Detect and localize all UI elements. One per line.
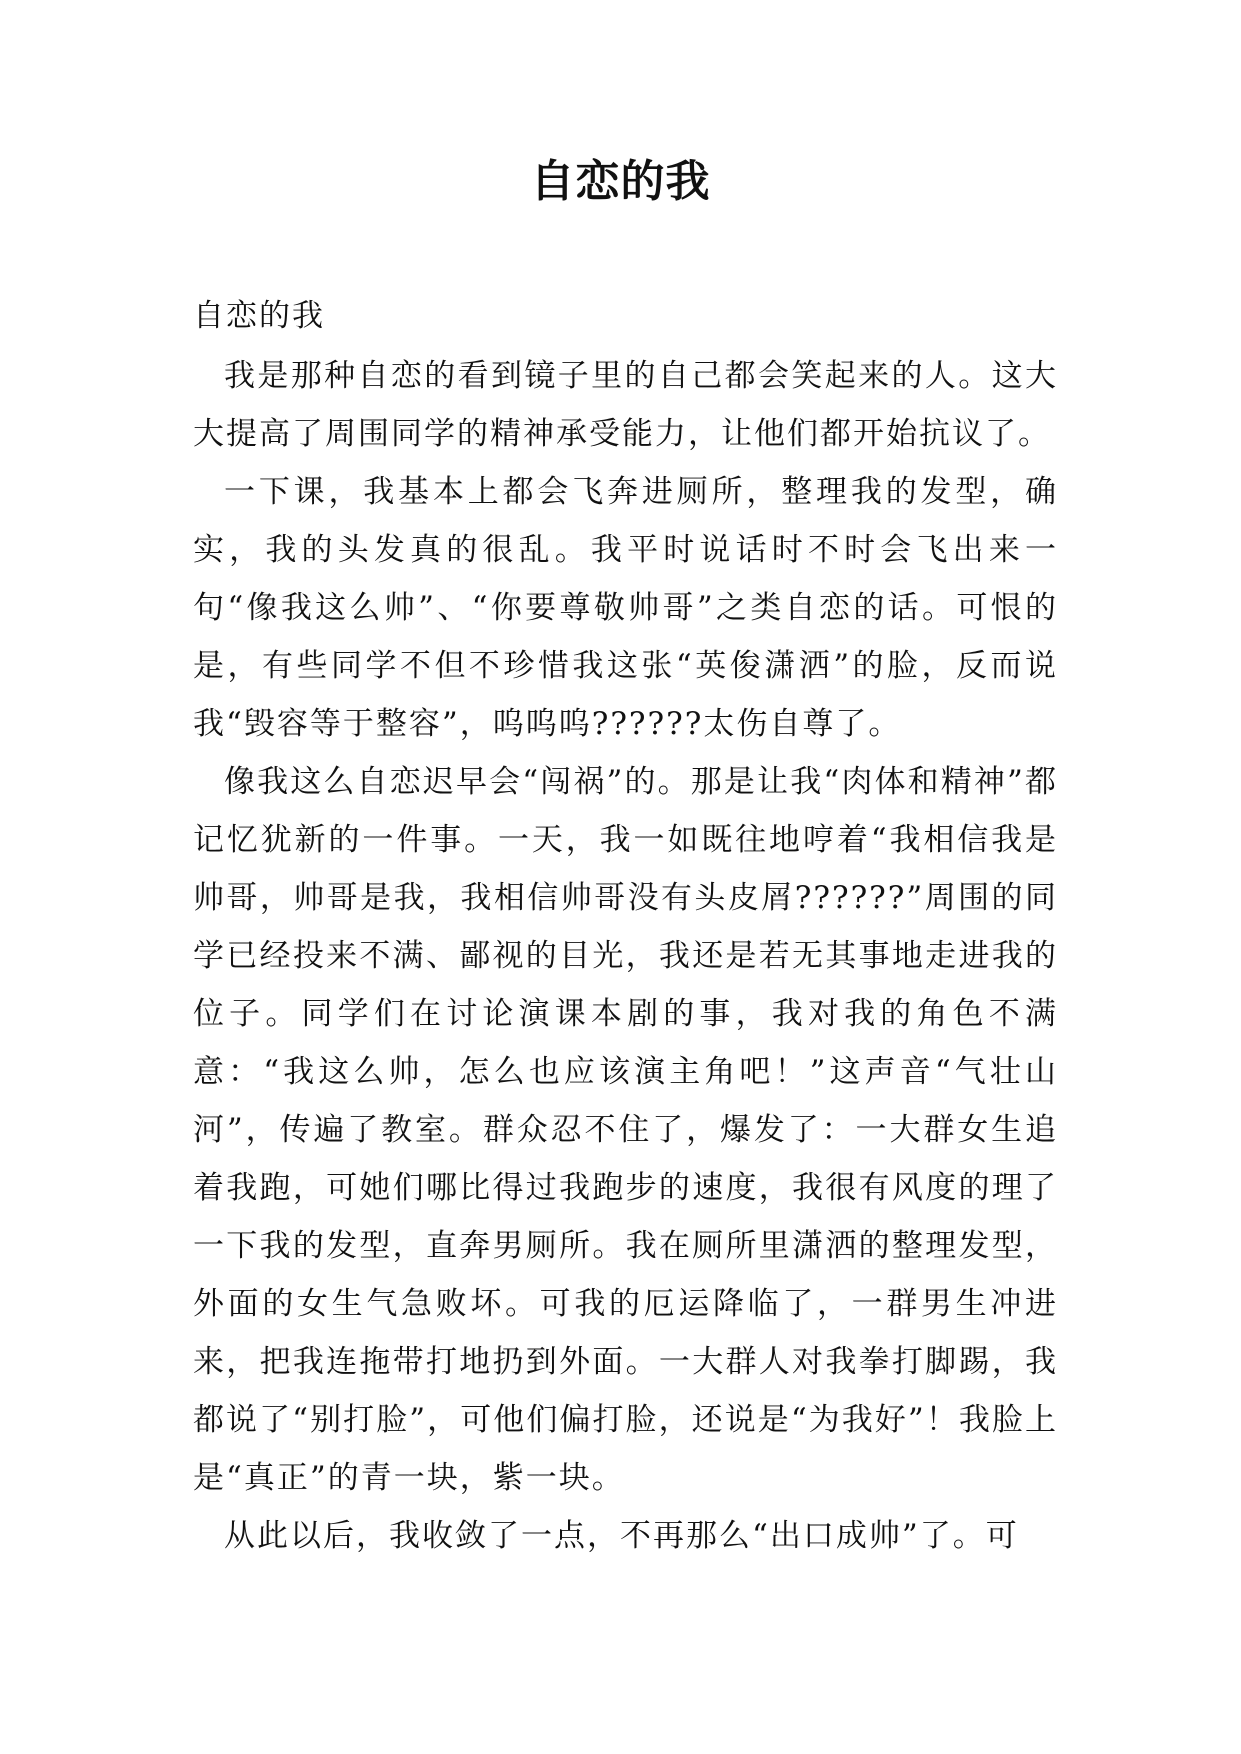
document-body [193, 287, 1058, 1565]
paragraph: 我是那种自恋的看到镜子里的自己都会笑起来的人。这大大提高了周围同学的精神承受能力，让他们都开始抗议了。 [193, 358, 1058, 452]
paragraph: 从此以后，我收敛了一点，不再那么“出口成帅”了。可 [224, 1518, 1019, 1554]
paragraph: 一下课，我基本上都会飞奔进厕所，整理我的发型，确实，我的头发真的很乱。我平时说话时不时会飞出来一句“像我这么帅”、“你要尊敬帅哥”之类自恋的话。可恨的是，有些同学不但不珍惜我这张“英俊潇洒”的脸，反而说我“毁容等于整容”，呜呜呜??????太伤自尊了。 [193, 474, 1058, 742]
document-title: 自恋的我 [530, 156, 711, 207]
paragraph: 像我这么自恋迟早会“闯祸”的。那是让我“肉体和精神”都记忆犹新的一件事。一天，我一如既往地哼着“我相信我是帅哥，帅哥是我，我相信帅哥没有头皮屑??????”周围的同学已经投来不满、鄙视的目光，我还是若无其事地走进我的位子。同学们在讨论演课本剧的事，我对我的角色不满意：“我这么帅，怎么也应该演主角吧！”这声音“气壮山河”，传遍了教室。群众忍不住了，爆发了：一大群女生追着我跑，可她们哪比得过我跑步的速度，我很有风度的理了一下我的发型，直奔男厕所。我在厕所里潇洒的整理发型，外面的女生气急败坏。可我的厄运降临了，一群男生冲进来，把我连拖带打地扔到外面。一大群人对我拳打脚踢，我都说了“别打脸”，可他们偏打脸，还说是“为我好”！我脸上是“真正”的青一块，紫一块。 [193, 764, 1058, 1496]
document-subheading: 自恋的我 [193, 298, 325, 334]
